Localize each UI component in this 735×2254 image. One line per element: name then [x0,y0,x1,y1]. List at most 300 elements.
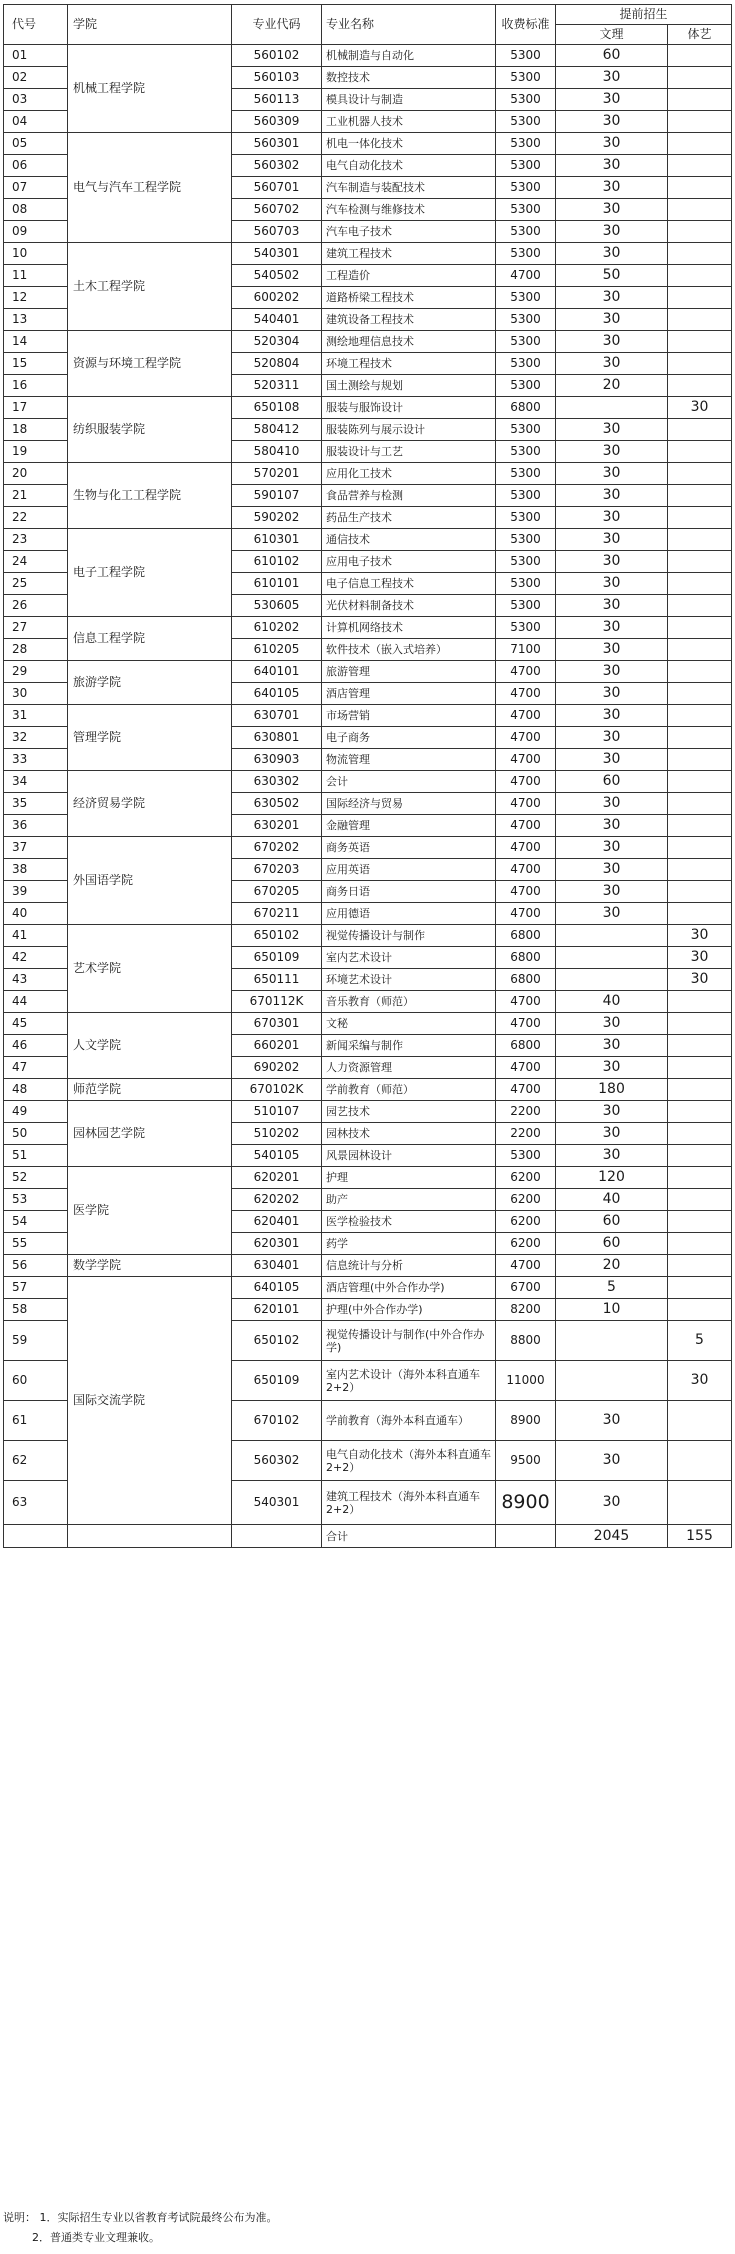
major-code: 620101 [232,1299,322,1321]
quota-wenli: 30 [556,67,668,89]
fee: 5300 [496,463,556,485]
major-name: 文秘 [322,1013,496,1035]
major-code: 560113 [232,89,322,111]
notes [3,2208,278,2248]
row-code: 28 [4,639,68,661]
quota-wenli: 30 [556,1401,668,1441]
fee: 6800 [496,969,556,991]
major-name: 新闻采编与制作 [322,1035,496,1057]
quota-tiyi [668,309,732,331]
major-code: 610102 [232,551,322,573]
quota-tiyi [668,881,732,903]
quota-tiyi [668,199,732,221]
quota-wenli: 40 [556,991,668,1013]
table-row [4,1013,732,1035]
quota-tiyi [668,793,732,815]
fee: 5300 [496,221,556,243]
quota-wenli: 30 [556,573,668,595]
row-code: 14 [4,331,68,353]
fee: 4700 [496,749,556,771]
quota-tiyi [668,243,732,265]
major-name: 国土测绘与规划 [322,375,496,397]
quota-tiyi [668,1233,732,1255]
header-row [4,5,732,25]
fee: 6800 [496,947,556,969]
major-name: 音乐教育（师范） [322,991,496,1013]
major-name: 电子信息工程技术 [322,573,496,595]
major-name: 室内艺术设计（海外本科直通车2+2） [322,1361,496,1401]
quota-tiyi [668,617,732,639]
quota-tiyi [668,133,732,155]
row-code: 55 [4,1233,68,1255]
fee: 4700 [496,815,556,837]
row-code: 58 [4,1299,68,1321]
major-name: 服装与服饰设计 [322,397,496,419]
major-code: 620201 [232,1167,322,1189]
row-code: 62 [4,1441,68,1481]
major-code: 670301 [232,1013,322,1035]
row-code: 53 [4,1189,68,1211]
quota-wenli: 120 [556,1167,668,1189]
quota-wenli: 30 [556,727,668,749]
major-name: 计算机网络技术 [322,617,496,639]
major-name: 服装陈列与展示设计 [322,419,496,441]
major-code: 650102 [232,925,322,947]
row-code: 30 [4,683,68,705]
college-name: 数学学院 [68,1255,232,1277]
quota-wenli: 30 [556,1013,668,1035]
major-code: 510202 [232,1123,322,1145]
major-code: 650102 [232,1321,322,1361]
major-code: 580412 [232,419,322,441]
major-name: 视觉传播设计与制作(中外合作办学) [322,1321,496,1361]
fee: 4700 [496,661,556,683]
quota-wenli: 30 [556,287,668,309]
major-code: 670203 [232,859,322,881]
row-code: 41 [4,925,68,947]
row-code: 20 [4,463,68,485]
quota-tiyi [668,1079,732,1101]
college-name: 人文学院 [68,1013,232,1079]
college-name: 土木工程学院 [68,243,232,331]
fee: 5300 [496,155,556,177]
header-tiyi: 体艺 [668,25,732,45]
quota-tiyi [668,595,732,617]
row-code: 39 [4,881,68,903]
major-name: 学前教育（师范） [322,1079,496,1101]
row-code: 27 [4,617,68,639]
major-code: 520311 [232,375,322,397]
quota-tiyi: 30 [668,925,732,947]
quota-tiyi [668,1189,732,1211]
row-code: 49 [4,1101,68,1123]
table-row [4,661,732,683]
quota-wenli: 30 [556,903,668,925]
fee: 6200 [496,1189,556,1211]
quota-wenli: 30 [556,89,668,111]
table-row [4,837,732,859]
major-name: 数控技术 [322,67,496,89]
quota-tiyi [668,353,732,375]
quota-tiyi: 30 [668,969,732,991]
fee: 7100 [496,639,556,661]
major-code: 630401 [232,1255,322,1277]
row-code: 13 [4,309,68,331]
row-code: 29 [4,661,68,683]
total-empty-3 [232,1525,322,1548]
fee: 5300 [496,617,556,639]
quota-tiyi [668,815,732,837]
row-code: 24 [4,551,68,573]
header-major-code: 专业代码 [232,5,322,45]
major-code: 640105 [232,683,322,705]
major-name: 商务英语 [322,837,496,859]
fee: 4700 [496,837,556,859]
major-name: 护理(中外合作办学) [322,1299,496,1321]
quota-wenli: 30 [556,1145,668,1167]
row-code: 16 [4,375,68,397]
fee: 6800 [496,397,556,419]
quota-wenli: 20 [556,375,668,397]
row-code: 59 [4,1321,68,1361]
major-name: 环境艺术设计 [322,969,496,991]
row-code: 38 [4,859,68,881]
major-name: 物流管理 [322,749,496,771]
table-row [4,243,732,265]
row-code: 52 [4,1167,68,1189]
quota-wenli [556,925,668,947]
row-code: 12 [4,287,68,309]
row-code: 46 [4,1035,68,1057]
row-code: 15 [4,353,68,375]
total-row [4,1525,732,1548]
total-label: 合计 [322,1525,496,1548]
college-name: 医学院 [68,1167,232,1255]
college-name: 经济贸易学院 [68,771,232,837]
header-early-admission: 提前招生 [556,5,732,25]
major-code: 620301 [232,1233,322,1255]
major-name: 会计 [322,771,496,793]
row-code: 40 [4,903,68,925]
quota-tiyi [668,1057,732,1079]
header-major-name: 专业名称 [322,5,496,45]
quota-tiyi [668,67,732,89]
quota-tiyi [668,1401,732,1441]
quota-wenli: 60 [556,771,668,793]
fee: 8900 [496,1481,556,1525]
quota-wenli: 30 [556,1441,668,1481]
table-row [4,1101,732,1123]
major-code: 660201 [232,1035,322,1057]
major-code: 670202 [232,837,322,859]
major-name: 环境工程技术 [322,353,496,375]
row-code: 37 [4,837,68,859]
quota-wenli: 5 [556,1277,668,1299]
fee: 6800 [496,1035,556,1057]
major-code: 540401 [232,309,322,331]
major-name: 商务日语 [322,881,496,903]
fee: 5300 [496,111,556,133]
fee: 9500 [496,1441,556,1481]
quota-wenli: 10 [556,1299,668,1321]
quota-wenli: 30 [556,133,668,155]
major-code: 510107 [232,1101,322,1123]
quota-wenli: 30 [556,221,668,243]
major-name: 机电一体化技术 [322,133,496,155]
major-code: 650109 [232,1361,322,1401]
fee: 5300 [496,551,556,573]
fee: 5300 [496,133,556,155]
quota-tiyi [668,485,732,507]
fee: 5300 [496,529,556,551]
major-name: 风景园林设计 [322,1145,496,1167]
quota-wenli [556,1321,668,1361]
header-fee: 收费标准 [496,5,556,45]
major-name: 市场营销 [322,705,496,727]
quota-tiyi [668,177,732,199]
row-code: 54 [4,1211,68,1233]
major-name: 软件技术（嵌入式培养） [322,639,496,661]
quota-tiyi: 30 [668,1361,732,1401]
major-name: 应用电子技术 [322,551,496,573]
quota-wenli: 30 [556,881,668,903]
quota-wenli: 30 [556,309,668,331]
quota-wenli: 30 [556,1035,668,1057]
major-name: 模具设计与制造 [322,89,496,111]
quota-tiyi [668,1277,732,1299]
quota-wenli: 30 [556,1481,668,1525]
row-code: 47 [4,1057,68,1079]
fee: 5300 [496,45,556,67]
major-code: 670211 [232,903,322,925]
table-row [4,463,732,485]
major-name: 食品营养与检测 [322,485,496,507]
major-code: 620401 [232,1211,322,1233]
row-code: 45 [4,1013,68,1035]
major-name: 应用德语 [322,903,496,925]
row-code: 10 [4,243,68,265]
college-name: 电气与汽车工程学院 [68,133,232,243]
college-name: 外国语学院 [68,837,232,925]
row-code: 01 [4,45,68,67]
fee: 5300 [496,573,556,595]
fee: 4700 [496,1013,556,1035]
quota-wenli: 30 [556,661,668,683]
major-code: 630701 [232,705,322,727]
quota-wenli: 30 [556,463,668,485]
quota-wenli: 30 [556,595,668,617]
major-code: 600202 [232,287,322,309]
row-code: 02 [4,67,68,89]
major-name: 测绘地理信息技术 [322,331,496,353]
major-code: 670112K [232,991,322,1013]
major-code: 610205 [232,639,322,661]
total-empty-4 [496,1525,556,1548]
major-code: 630502 [232,793,322,815]
college-name: 艺术学院 [68,925,232,1013]
quota-tiyi [668,287,732,309]
major-code: 560302 [232,1441,322,1481]
table-row [4,331,732,353]
table-row [4,45,732,67]
fee: 5300 [496,353,556,375]
major-code: 670102 [232,1401,322,1441]
quota-tiyi [668,507,732,529]
fee: 6700 [496,1277,556,1299]
table-row [4,1167,732,1189]
major-name: 服装设计与工艺 [322,441,496,463]
table-row [4,617,732,639]
quota-tiyi [668,111,732,133]
quota-tiyi [668,1299,732,1321]
fee: 4700 [496,903,556,925]
college-name: 旅游学院 [68,661,232,705]
table-row [4,771,732,793]
major-name: 药学 [322,1233,496,1255]
quota-tiyi: 30 [668,397,732,419]
major-name: 酒店管理 [322,683,496,705]
quota-wenli: 30 [556,1101,668,1123]
row-code: 60 [4,1361,68,1401]
fee: 4700 [496,771,556,793]
college-name: 生物与化工工程学院 [68,463,232,529]
table-row [4,1255,732,1277]
quota-wenli: 30 [556,705,668,727]
quota-tiyi [668,551,732,573]
fee: 4700 [496,265,556,287]
quota-wenli: 30 [556,199,668,221]
fee: 5300 [496,595,556,617]
row-code: 09 [4,221,68,243]
quota-wenli: 30 [556,419,668,441]
major-code: 520804 [232,353,322,375]
row-code: 56 [4,1255,68,1277]
quota-tiyi [668,1255,732,1277]
major-code: 610202 [232,617,322,639]
major-code: 640101 [232,661,322,683]
major-name: 医学检验技术 [322,1211,496,1233]
quota-wenli: 50 [556,265,668,287]
fee: 8200 [496,1299,556,1321]
row-code: 17 [4,397,68,419]
major-name: 视觉传播设计与制作 [322,925,496,947]
major-code: 540502 [232,265,322,287]
fee: 6800 [496,925,556,947]
major-name: 旅游管理 [322,661,496,683]
major-name: 光伏材料制备技术 [322,595,496,617]
quota-wenli: 30 [556,859,668,881]
quota-tiyi [668,45,732,67]
header-wenli: 文理 [556,25,668,45]
major-code: 640105 [232,1277,322,1299]
row-code: 18 [4,419,68,441]
college-name: 国际交流学院 [68,1277,232,1525]
major-code: 560701 [232,177,322,199]
row-code: 05 [4,133,68,155]
row-code: 06 [4,155,68,177]
quota-tiyi [668,837,732,859]
quota-wenli: 30 [556,837,668,859]
quota-wenli [556,1361,668,1401]
row-code: 03 [4,89,68,111]
major-name: 药品生产技术 [322,507,496,529]
major-code: 560309 [232,111,322,133]
fee: 4700 [496,859,556,881]
college-name: 园林园艺学院 [68,1101,232,1167]
college-name: 机械工程学院 [68,45,232,133]
quota-tiyi [668,771,732,793]
quota-tiyi [668,331,732,353]
quota-tiyi [668,727,732,749]
major-name: 汽车制造与装配技术 [322,177,496,199]
quota-tiyi [668,221,732,243]
major-name: 汽车电子技术 [322,221,496,243]
major-code: 560702 [232,199,322,221]
quota-wenli: 30 [556,111,668,133]
quota-wenli: 60 [556,1211,668,1233]
row-code: 19 [4,441,68,463]
fee: 4700 [496,1079,556,1101]
quota-tiyi [668,89,732,111]
fee: 5300 [496,485,556,507]
major-code: 670205 [232,881,322,903]
major-name: 应用化工技术 [322,463,496,485]
quota-tiyi [668,463,732,485]
fee: 6200 [496,1233,556,1255]
fee: 5300 [496,507,556,529]
fee: 5300 [496,309,556,331]
college-name: 资源与环境工程学院 [68,331,232,397]
table-row [4,1079,732,1101]
major-name: 电子商务 [322,727,496,749]
major-name: 信息统计与分析 [322,1255,496,1277]
quota-tiyi: 5 [668,1321,732,1361]
quota-tiyi [668,529,732,551]
fee: 5300 [496,67,556,89]
row-code: 50 [4,1123,68,1145]
major-code: 580410 [232,441,322,463]
row-code: 08 [4,199,68,221]
fee: 4700 [496,727,556,749]
fee: 4700 [496,705,556,727]
fee: 4700 [496,991,556,1013]
major-name: 电气自动化技术 [322,155,496,177]
quota-wenli: 30 [556,155,668,177]
row-code: 51 [4,1145,68,1167]
quota-tiyi: 30 [668,947,732,969]
major-code: 520304 [232,331,322,353]
major-name: 酒店管理(中外合作办学) [322,1277,496,1299]
fee: 2200 [496,1123,556,1145]
major-name: 园林技术 [322,1123,496,1145]
quota-wenli: 60 [556,1233,668,1255]
total-empty-1 [4,1525,68,1548]
major-name: 工业机器人技术 [322,111,496,133]
fee: 6200 [496,1167,556,1189]
quota-wenli: 30 [556,617,668,639]
fee: 5300 [496,1145,556,1167]
fee: 5300 [496,177,556,199]
fee: 5300 [496,243,556,265]
major-code: 690202 [232,1057,322,1079]
quota-tiyi [668,705,732,727]
quota-wenli: 30 [556,1123,668,1145]
fee: 5300 [496,375,556,397]
row-code: 07 [4,177,68,199]
major-code: 650108 [232,397,322,419]
major-code: 570201 [232,463,322,485]
major-name: 助产 [322,1189,496,1211]
